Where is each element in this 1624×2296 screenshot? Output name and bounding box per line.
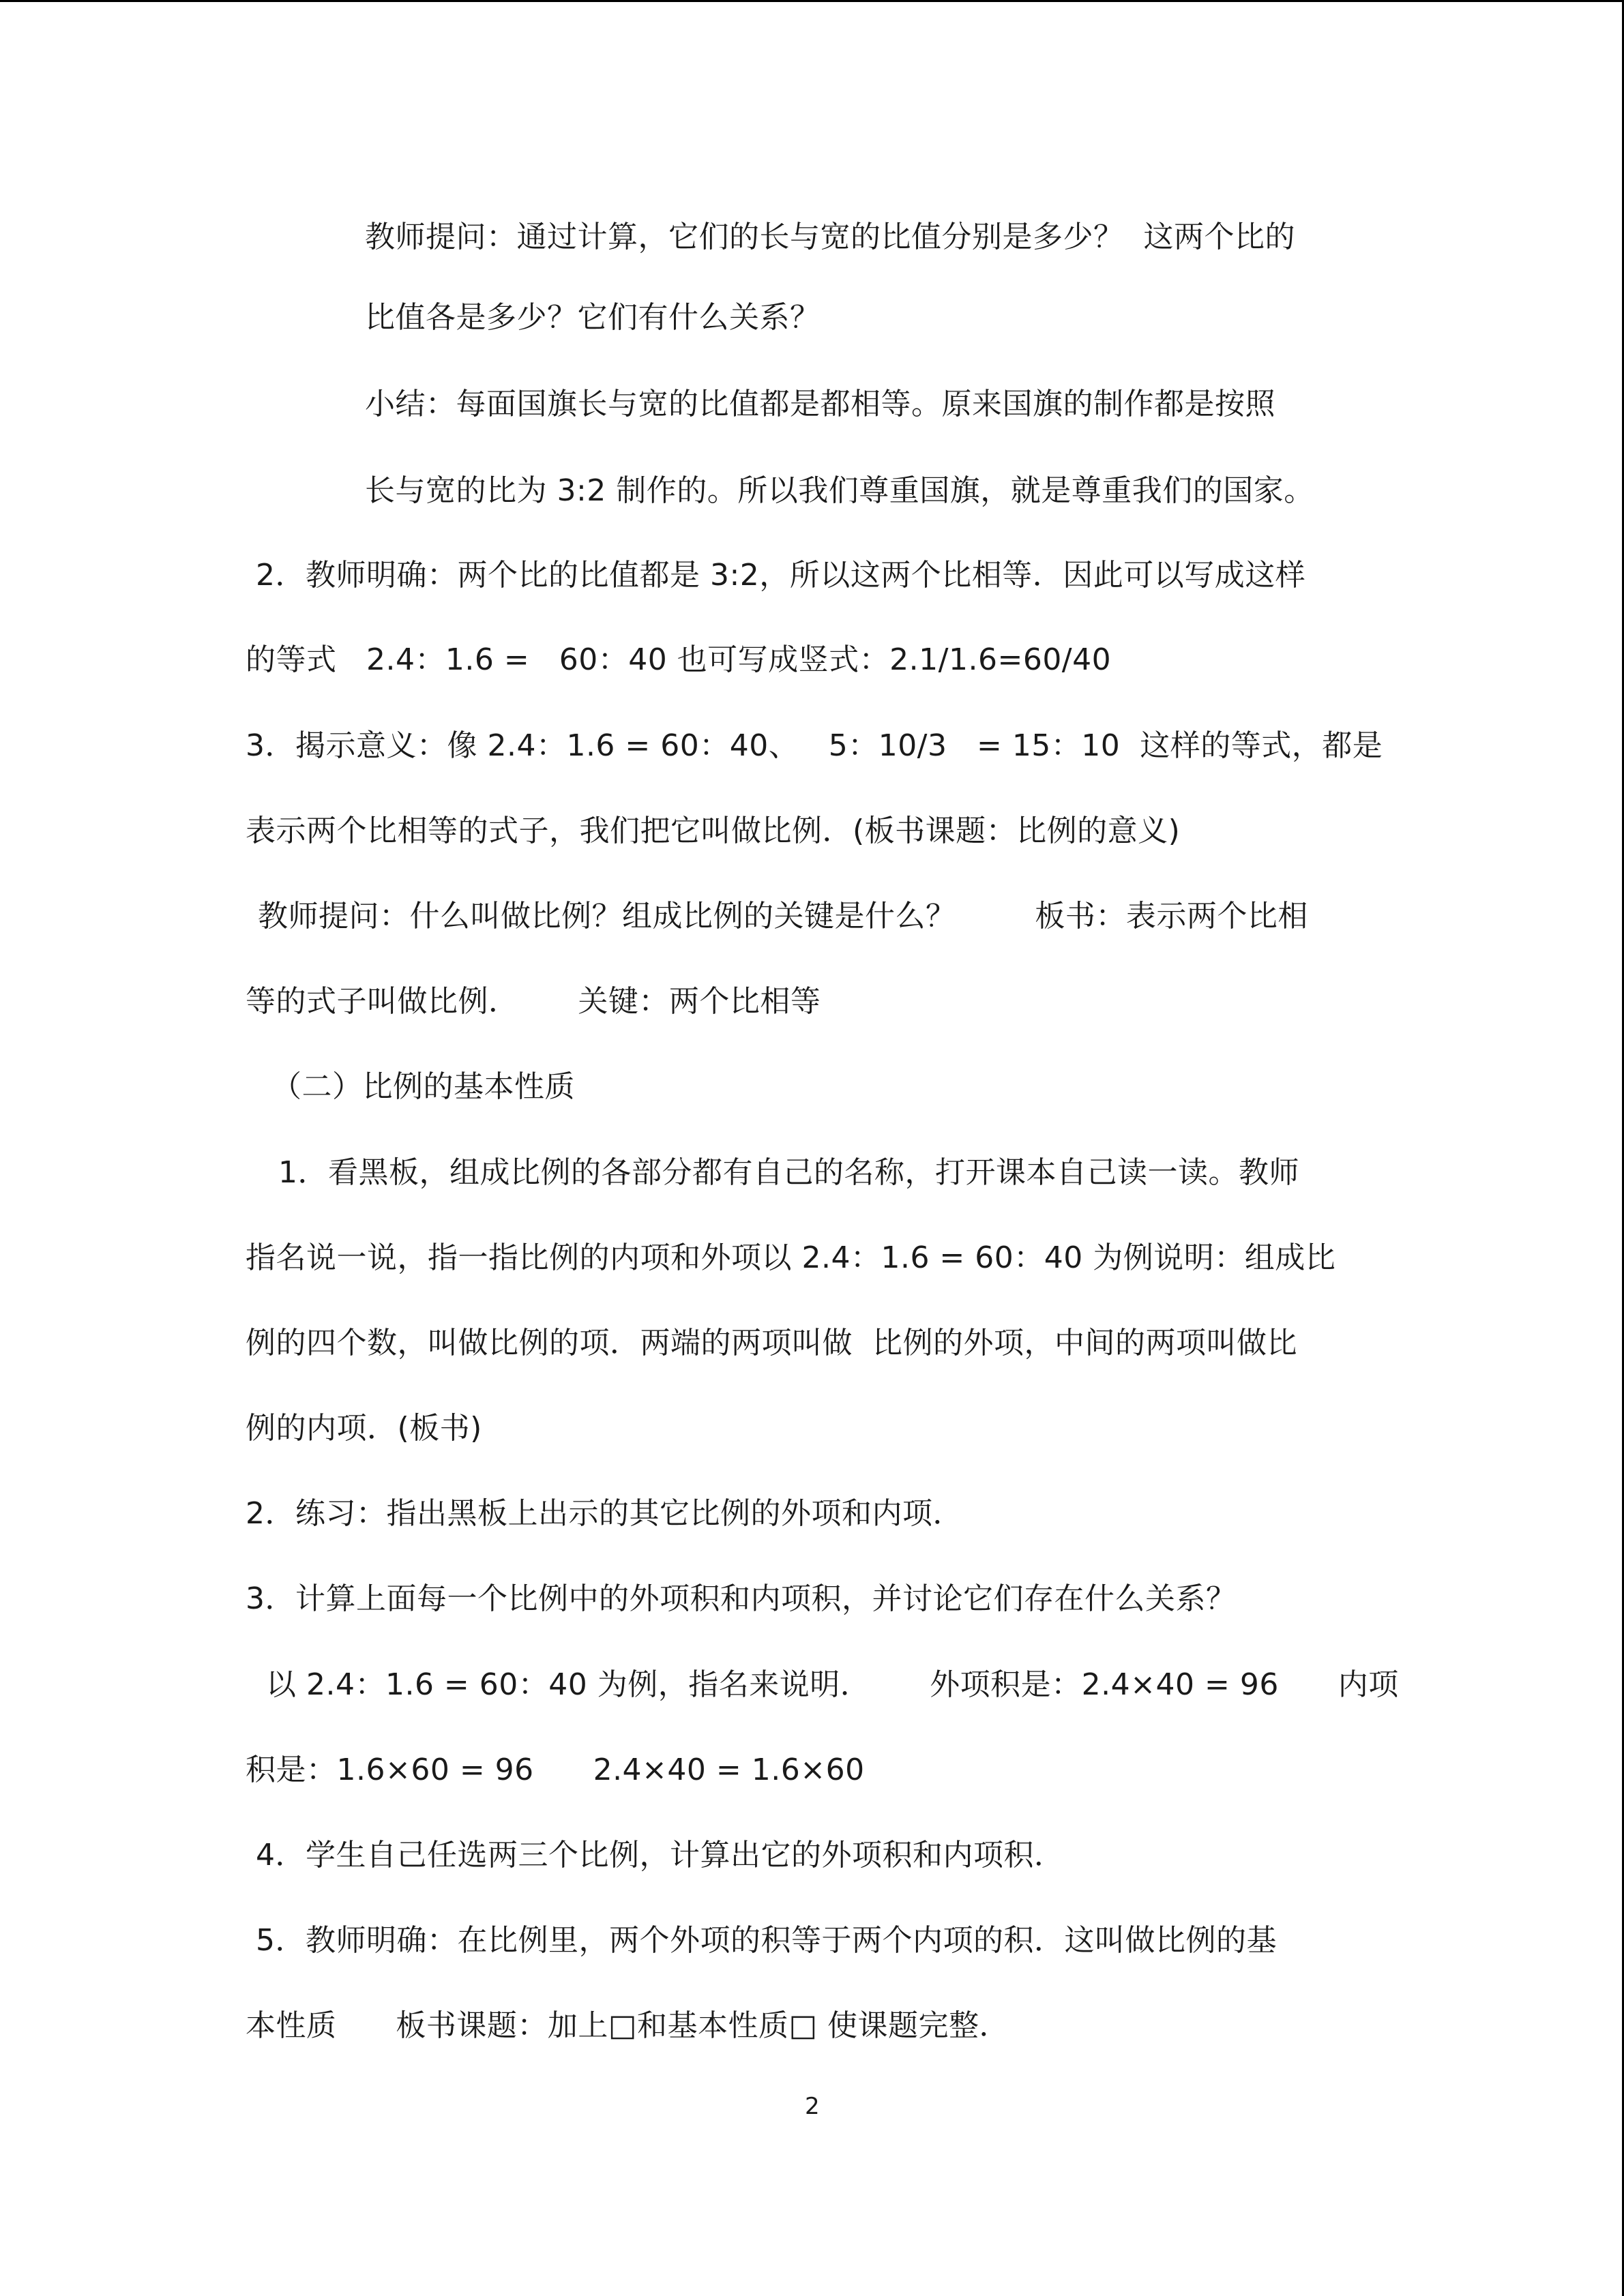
text-line: 2．练习：指出黑板上出示的其它比例的外项和内项．: [246, 1496, 963, 1531]
text-line: 等的式子叫做比例． 关键：两个比相等: [246, 984, 821, 1019]
section-heading: （二）比例的基本性质: [271, 1069, 575, 1104]
text-line: 3．揭示意义：像 2.4：1.6 = 60：40、 5：10/3 = 15：10 这样的等式，都是: [246, 728, 1383, 763]
text-line: 4．学生自己任选两三个比例，计算出它的外项积和内项积．: [256, 1838, 1065, 1873]
text-line: 以 2.4：1.6 = 60：40 为例，指名来说明． 外项积是：2.4×40 = 96 内项: [266, 1667, 1399, 1702]
text-line: 积是：1.6×60 = 96 2.4×40 = 1.6×60: [246, 1753, 865, 1787]
text-line: 小结：每面国旗长与宽的比值都是都相等。原来国旗的制作都是按照: [365, 387, 1275, 421]
page-border-top: [0, 0, 1624, 2]
text-line: 2．教师明确：两个比的比值都是 3:2，所以这两个比相等．因此可以写成这样: [256, 558, 1306, 593]
text-line: 的等式 2.4：1.6 = 60：40 也可写成竖式：2.1/1.6=60/40: [246, 642, 1112, 677]
text-line: 1．看黑板，组成比例的各部分都有自己的名称，打开课本自己读一读。教师: [278, 1155, 1299, 1190]
text-line: 本性质 板书课题：加上□和基本性质□ 使课题完整．: [246, 2008, 1010, 2043]
text-line: 5．教师明确：在比例里，两个外项的积等于两个内项的积．这叫做比例的基: [256, 1923, 1277, 1958]
text-line: 3．计算上面每一个比例中的外项积和内项积，并讨论它们存在什么关系？: [246, 1581, 1237, 1616]
text-line: 例的内项．(板书): [246, 1411, 482, 1446]
text-line: 教师提问：通过计算，它们的长与宽的比值分别是多少？ 这两个比的: [365, 220, 1295, 254]
text-line: 表示两个比相等的式子，我们把它叫做比例．(板书课题：比例的意义): [246, 814, 1181, 848]
text-line: 长与宽的比为 3:2 制作的。所以我们尊重国旗，就是尊重我们的国家。: [365, 473, 1314, 508]
text-line: 指名说一说，指一指比例的内项和外项以 2.4：1.6 = 60：40 为例说明：组成比: [246, 1240, 1336, 1275]
text-line: 比值各是多少？它们有什么关系？: [365, 300, 821, 335]
text-line: 教师提问：什么叫做比例？组成比例的关键是什么？ 板书：表示两个比相: [258, 899, 1308, 934]
page-number: 2: [805, 2093, 820, 2120]
text-line: 例的四个数，叫做比例的项．两端的两项叫做 比例的外项，中间的两项叫做比: [246, 1326, 1297, 1360]
